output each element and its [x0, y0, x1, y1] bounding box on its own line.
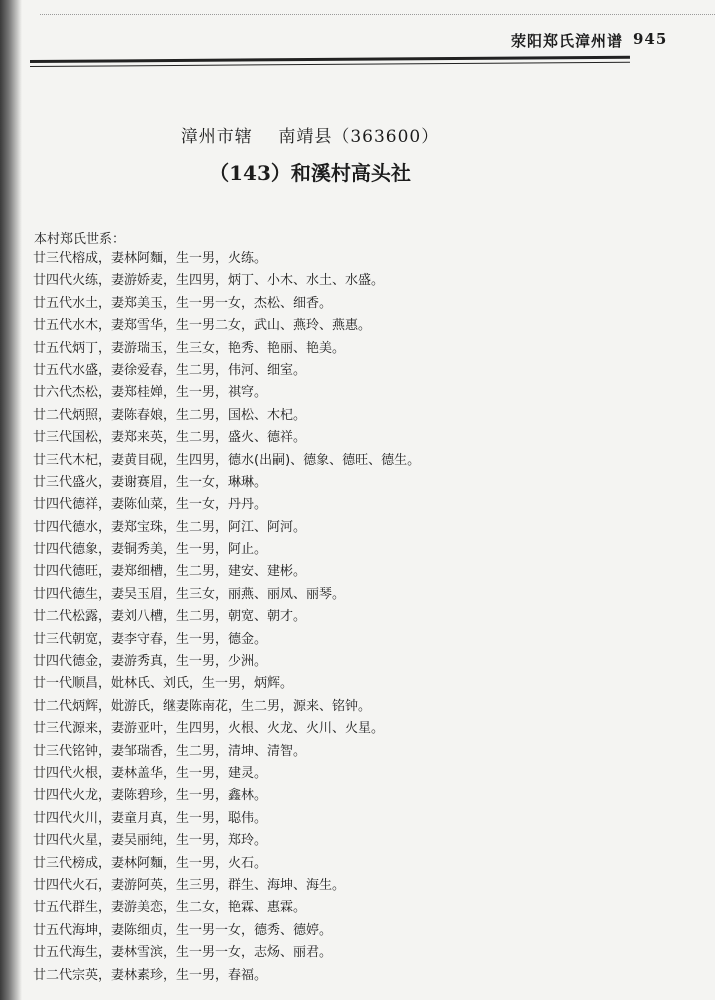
genealogy-entry: 廿四代德旺，妻郑细槽，生二男，建安、建彬。 — [33, 564, 307, 580]
genealogy-list — [33, 248, 673, 987]
genealogy-entry: 廿四代火石，妻游阿英，生三男，群生、海坤、海生。 — [33, 877, 346, 893]
intro-label: 本村郑氏世系： — [34, 232, 126, 247]
genealogy-entry: 廿四代德祥，妻陈仙菜，生一女，丹丹。 — [33, 497, 268, 513]
page-number: 945 — [633, 30, 668, 48]
header-rule-thin — [30, 62, 630, 67]
genealogy-entry: 廿五代炳丁，妻游瑞玉，生三女，艳秀、艳丽、艳美。 — [33, 340, 346, 356]
genealogy-entry: 廿一代顺昌，妣林氏、刘氏，生一男，炳辉。 — [33, 676, 294, 692]
genealogy-entry: 廿四代火龙，妻陈碧珍，生一男，鑫林。 — [33, 788, 268, 804]
book-binding-shadow — [0, 0, 22, 1000]
genealogy-entry: 廿二代炳照，妻陈春娘，生二男，国松、木杞。 — [33, 407, 307, 423]
genealogy-entry: 廿三代木杞，妻黄目砚，生四男，德水(出嗣)、德象、德旺、德生。 — [33, 452, 421, 468]
genealogy-entry: 廿三代榕成，妻林阿麵，生一男，火练。 — [33, 251, 268, 266]
genealogy-entry: 廿四代火星，妻吴丽纯，生一男，郑玲。 — [33, 833, 268, 849]
genealogy-entry: 廿三代朝宽，妻李守春，生一男，德金。 — [33, 631, 268, 647]
genealogy-entry: 廿六代杰松，妻郑桂婵，生一男，祺穹。 — [33, 385, 268, 401]
genealogy-entry: 廿四代德生，妻吴玉眉，生三女，丽燕、丽凤、丽琴。 — [33, 586, 346, 602]
genealogy-entry: 廿二代宗英，妻林素珍，生一男，春福。 — [33, 967, 268, 983]
genealogy-entry: 廿四代德水，妻郑宝珠，生二男，阿江、阿河。 — [33, 519, 307, 535]
genealogy-entry: 廿三代榜成，妻林阿麵，生一男，火石。 — [33, 855, 268, 871]
genealogy-entry: 廿四代火川，妻童月真，生一男，聪伟。 — [33, 810, 268, 826]
genealogy-entry: 廿三代铭钟，妻邹瑞香，生二男，清坤、清智。 — [33, 743, 307, 759]
genealogy-entry: 廿四代德象，妻铜秀美，生一男，阿止。 — [33, 542, 268, 558]
genealogy-entry: 廿五代海坤，妻陈细贞，生一男一女，德秀、德婷。 — [33, 922, 333, 938]
genealogy-entry: 廿五代水土，妻郑美玉，生一男一女，杰松、细香。 — [33, 295, 333, 311]
region-subtitle: 漳州市辖 南靖县（363600） — [180, 127, 440, 147]
genealogy-entry: 廿五代海生，妻林雪滨，生一男一女，志炀、丽君。 — [33, 945, 333, 961]
genealogy-entry: 廿四代火根，妻林盖华，生一男，建灵。 — [33, 765, 268, 781]
section-title: （143）和溪村高头社 — [209, 161, 411, 185]
genealogy-entry: 廿五代水木，妻郑雪华，生一男二女，武山、燕玲、燕惠。 — [33, 318, 372, 334]
genealogy-entry: 廿五代群生，妻游美恋，生二女，艳霖、惠霖。 — [33, 900, 307, 916]
header-title: 荥阳郑氏漳州谱 — [510, 32, 623, 50]
genealogy-entry: 廿二代炳辉，妣游氏，继妻陈南花，生二男，源来、铭钟。 — [33, 698, 372, 714]
genealogy-entry: 廿四代火练，妻游娇麦，生四男，炳丁、小木、水土、水盛。 — [33, 273, 385, 289]
genealogy-entry: 廿三代国松，妻郑来英，生二男，盛火、德祥。 — [33, 430, 307, 446]
genealogy-entry: 廿四代德金，妻游秀真，生一男，少洲。 — [33, 654, 268, 670]
genealogy-entry: 廿三代盛火，妻谢赛眉，生一女，琳琳。 — [33, 474, 268, 490]
genealogy-entry: 廿二代松露，妻刘八槽，生二男，朝宽、朝才。 — [33, 609, 307, 625]
page-edge-dots — [40, 14, 715, 15]
running-header — [510, 30, 668, 51]
genealogy-entry: 廿三代源来，妻游亚叶，生四男，火根、火龙、火川、火星。 — [33, 721, 385, 737]
genealogy-entry: 廿五代水盛，妻徐爱春，生二男，伟河、细室。 — [33, 362, 307, 378]
